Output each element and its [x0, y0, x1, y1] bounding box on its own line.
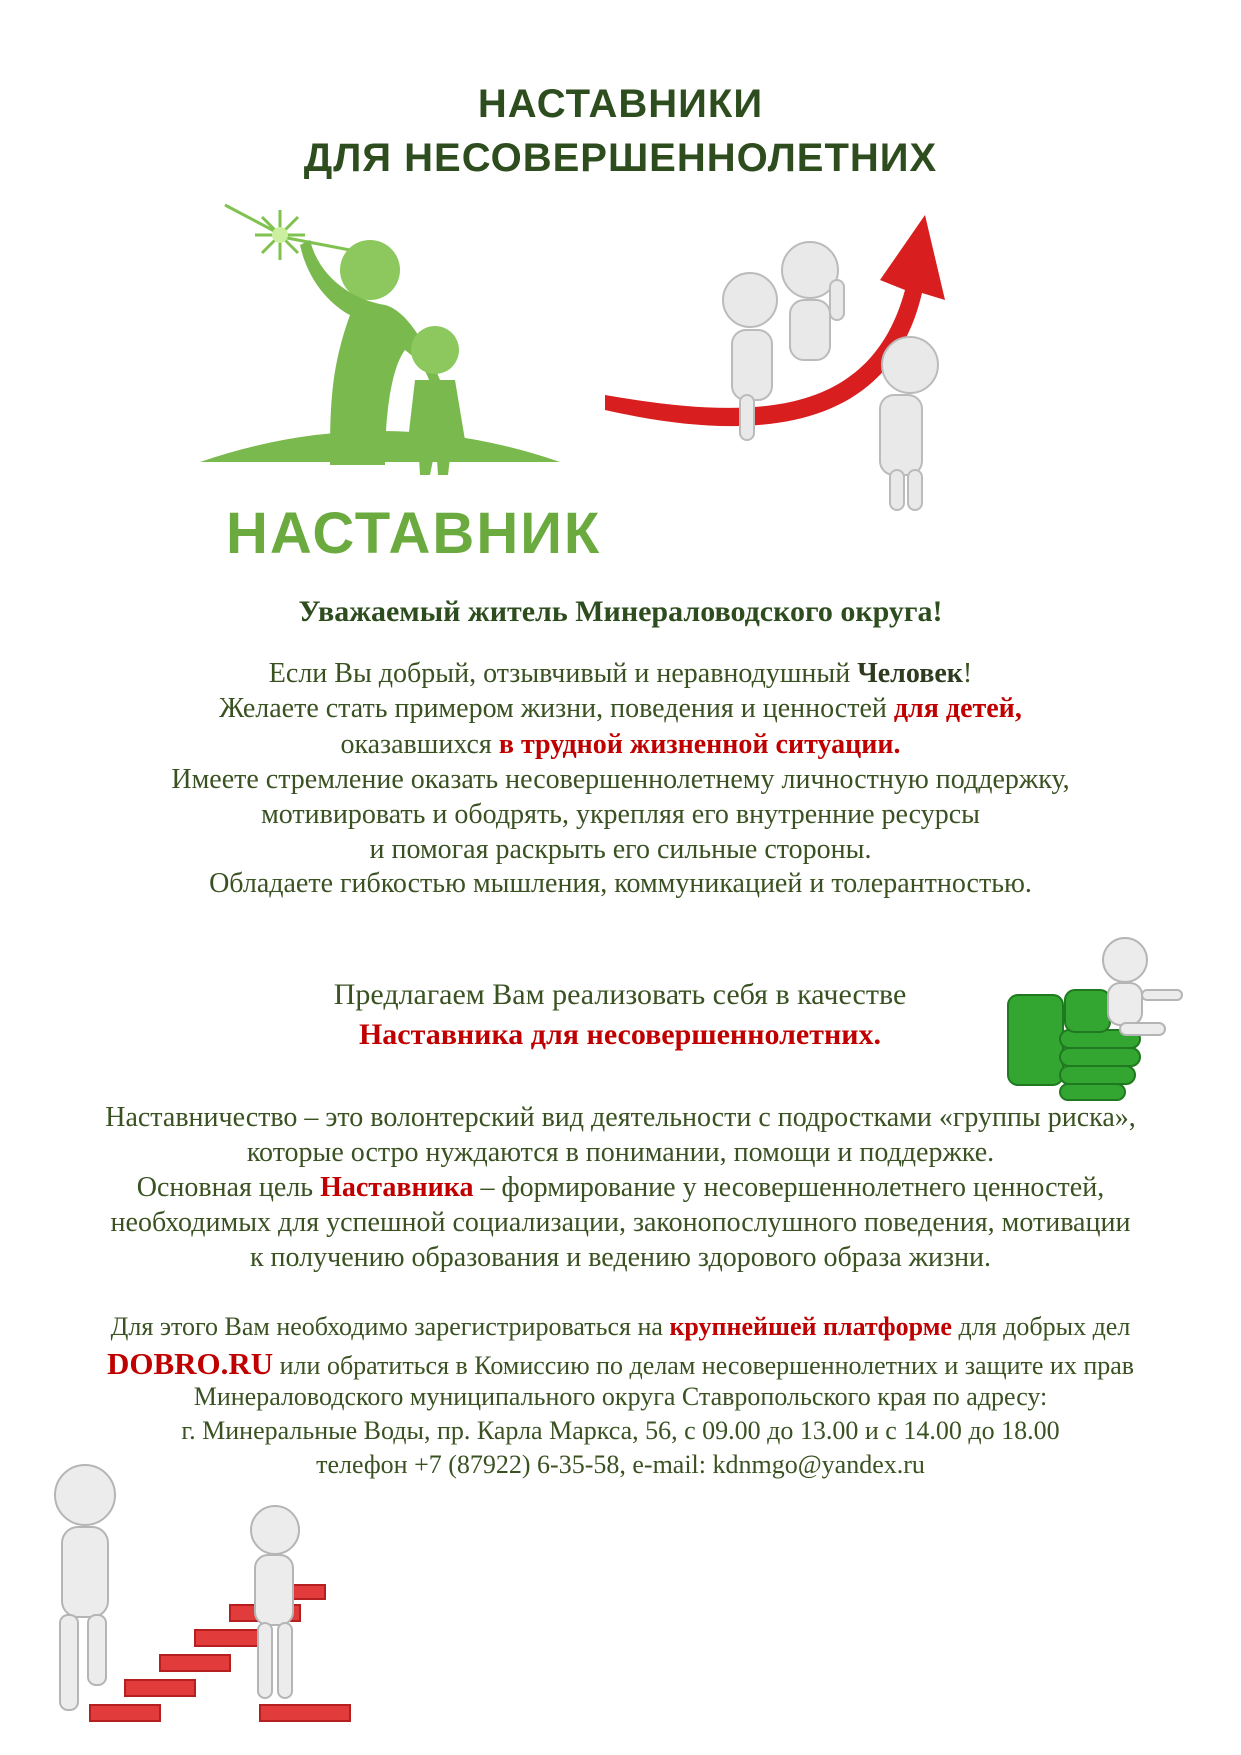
contact-line-1-end: для добрых дел — [951, 1312, 1131, 1341]
intro-line-3-text: оказавшихся — [340, 729, 499, 760]
intro-line-4: Имеете стремление оказать несовершеннолетнему личностную поддержку, — [171, 764, 1070, 795]
about-line-4: необходимых для успешной социализации, законопослушного поведения, мотивации — [110, 1207, 1131, 1238]
intro-line-1-end: ! — [962, 658, 973, 689]
figure-right-icon — [880, 337, 938, 510]
intro-difficult-situation: в трудной жизненной ситуации. — [498, 729, 901, 760]
ground-arc — [200, 431, 560, 462]
about-line-3-text: Основная цель — [136, 1172, 321, 1203]
contact-largest-platform: крупнейшей платформе — [669, 1312, 952, 1341]
intro-line-7: Обладаете гибкостью мышления, коммуникацией и толерантностью. — [209, 868, 1032, 899]
helper-figure-icon — [251, 1506, 299, 1698]
intro-for-children: для детей, — [893, 693, 1022, 724]
intro-line-2 — [0, 693, 1241, 725]
intro-line-3 — [0, 729, 1241, 761]
child-head-icon — [411, 326, 459, 374]
contact-line-2-text: или обратиться в Комиссию по делам несовершеннолетних и защите их прав — [273, 1351, 1135, 1380]
contact-line-1 — [0, 1312, 1241, 1342]
climbing-figure-icon — [55, 1465, 115, 1710]
contact-line-3: Минераловодского муниципального округа Ставропольского края по адресу: — [193, 1382, 1048, 1411]
intro-line-1 — [0, 658, 1241, 690]
offer-line-1: Предлагаем Вам реализовать себя в качестве — [333, 978, 907, 1011]
intro-line-6: и помогая раскрыть его сильные стороны. — [369, 834, 872, 865]
about-line-2: которые остро нуждаются в понимании, помощи и поддержке. — [246, 1137, 995, 1168]
intro-line-5: мотивировать и ободрять, укрепляя его внутренние ресурсы — [261, 799, 980, 830]
dobro-ru-link[interactable]: DOBRO.RU — [106, 1346, 274, 1381]
intro-line-1-text: Если Вы добрый, отзывчивый и неравнодушный — [268, 658, 858, 689]
climbing-arrow-illustration — [600, 170, 1020, 550]
contact-line-5: телефон +7 (87922) 6-35-58, e-mail: kdnmgo@yandex.ru — [316, 1450, 925, 1479]
stairs-illustration — [30, 1455, 370, 1745]
contact-line-4: г. Минеральные Воды, пр. Карла Маркса, 56, с 09.00 до 13.00 и с 14.00 до 18.00 — [181, 1416, 1060, 1445]
intro-line-2-text: Желаете стать примером жизни, поведения и ценностей — [219, 693, 894, 724]
title-line-2: ДЛЯ НЕСОВЕРШЕННОЛЕТНИХ — [303, 136, 938, 180]
contact-line-1-text: Для этого Вам необходимо зарегистрироваться на — [110, 1312, 670, 1341]
contact-line-2 — [0, 1346, 1241, 1382]
about-line-1: Наставничество – это волонтерский вид деятельности с подростками «группы риска», — [105, 1102, 1136, 1133]
about-line-5: к получению образования и ведению здорового образа жизни. — [249, 1242, 992, 1273]
intro-word-human: Человек — [857, 658, 963, 689]
adult-head-icon — [340, 240, 400, 300]
figure-top-icon — [782, 242, 844, 360]
red-steps-icon — [90, 1585, 350, 1721]
title-line-1: НАСТАВНИКИ — [477, 82, 764, 126]
logo-word: НАСТАВНИК — [226, 501, 602, 566]
sitting-figure-icon — [1103, 938, 1182, 1035]
about-mentor-word: Наставника — [320, 1172, 474, 1203]
about-line-3-end: – формирование у несовершеннолетнего ценностей, — [473, 1172, 1105, 1203]
offer-line-2: Наставника для несовершеннолетних. — [358, 1018, 882, 1051]
about-line-3 — [0, 1172, 1241, 1204]
thumbs-up-illustration — [1000, 935, 1190, 1105]
greeting: Уважаемый житель Минераловодского округа! — [298, 595, 943, 628]
